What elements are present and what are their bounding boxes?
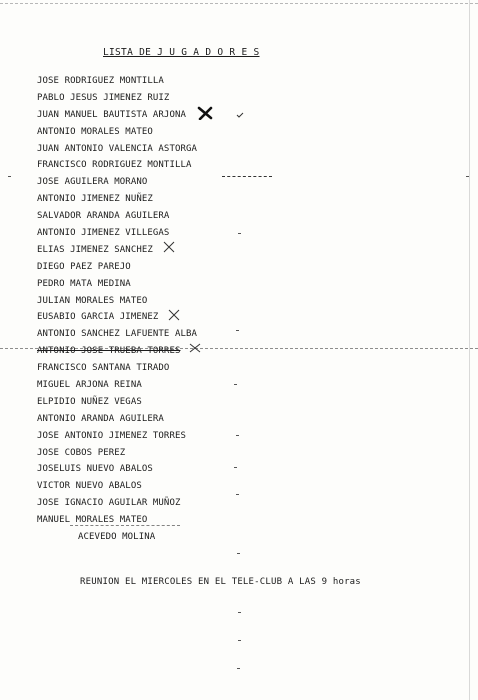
player-name: DIEGO PAEZ PAREJO: [37, 261, 131, 272]
list-title: LISTA DE J U G A D O R E S: [103, 47, 260, 58]
player-name: JOSE ANTONIO JIMENEZ TORRES: [37, 430, 186, 441]
x-mark-icon: [197, 106, 213, 120]
margin-tick: [8, 176, 11, 177]
margin-tick: [237, 553, 240, 554]
margin-tick: [234, 467, 237, 468]
player-name-added: ACEVEDO MOLINA: [78, 532, 156, 543]
player-name: JOSE IGNACIO AGUILAR MUÑOZ: [37, 498, 181, 509]
player-name: VICTOR NUEVO ABALOS: [37, 481, 142, 492]
margin-tick: [236, 330, 239, 331]
page-edge: [469, 0, 470, 700]
player-name-crossed-out: ANTONIO JOSE TRUEBA TORRES: [37, 346, 181, 357]
margin-tick: [238, 640, 241, 641]
margin-tick: [234, 384, 237, 385]
player-name: PEDRO MATA MEDINA: [37, 278, 131, 289]
margin-tick: [466, 176, 469, 177]
player-name: ELPIDIO NUÑEZ VEGAS: [37, 396, 142, 407]
meeting-note: REUNION EL MIERCOLES EN EL TELE-CLUB A LAS 9 horas: [80, 577, 361, 587]
player-name: SALVADOR ARANDA AGUILERA: [37, 211, 170, 222]
top-edge-line: [0, 3, 478, 4]
player-name: PABLO JESUS JIMENEZ RUIZ: [37, 92, 170, 103]
margin-tick: [236, 435, 239, 436]
x-mark-icon: [167, 308, 181, 322]
player-name: MANUEL MORALES MATEO: [37, 515, 148, 526]
player-name: MIGUEL ARJONA REINA: [37, 380, 142, 391]
strike-line: [222, 176, 272, 177]
player-name: ANTONIO JIMENEZ NUÑEZ: [37, 194, 153, 205]
player-name: JOSE RODRIGUEZ MONTILLA: [37, 76, 164, 86]
player-name: JOSE COBOS PEREZ: [37, 447, 126, 458]
margin-tick: [236, 494, 239, 495]
player-name: JULIAN MORALES MATEO: [37, 295, 148, 306]
strike-line: [70, 525, 180, 526]
player-name: ELIAS JIMENEZ SANCHEZ: [37, 244, 153, 255]
player-name: JOSELUIS NUEVO ABALOS: [37, 464, 153, 475]
player-name: FRANCISCO RODRIGUEZ MONTILLA: [37, 160, 192, 171]
player-name: JUAN MANUEL BAUTISTA ARJONA: [37, 109, 186, 120]
strike-line: [0, 348, 478, 349]
player-name: JUAN ANTONIO VALENCIA ASTORGA: [37, 143, 198, 154]
check-mark-icon: [236, 112, 244, 118]
player-name: ANTONIO MORALES MATEO: [37, 126, 153, 137]
player-name: FRANCISCO SANTANA TIRADO: [37, 363, 170, 374]
player-name: ANTONIO JIMENEZ VILLEGAS: [37, 228, 170, 239]
player-name: EUSABIO GARCIA JIMENEZ: [37, 312, 159, 323]
margin-tick: [238, 233, 241, 234]
player-name: JOSE AGUILERA MORANO: [37, 177, 148, 188]
player-name: ANTONIO SANCHEZ LAFUENTE ALBA: [37, 329, 198, 340]
margin-tick: [237, 668, 240, 669]
player-name: ANTONIO ARANDA AGUILERA: [37, 413, 164, 424]
x-mark-icon: [162, 240, 176, 254]
margin-tick: [238, 612, 241, 613]
